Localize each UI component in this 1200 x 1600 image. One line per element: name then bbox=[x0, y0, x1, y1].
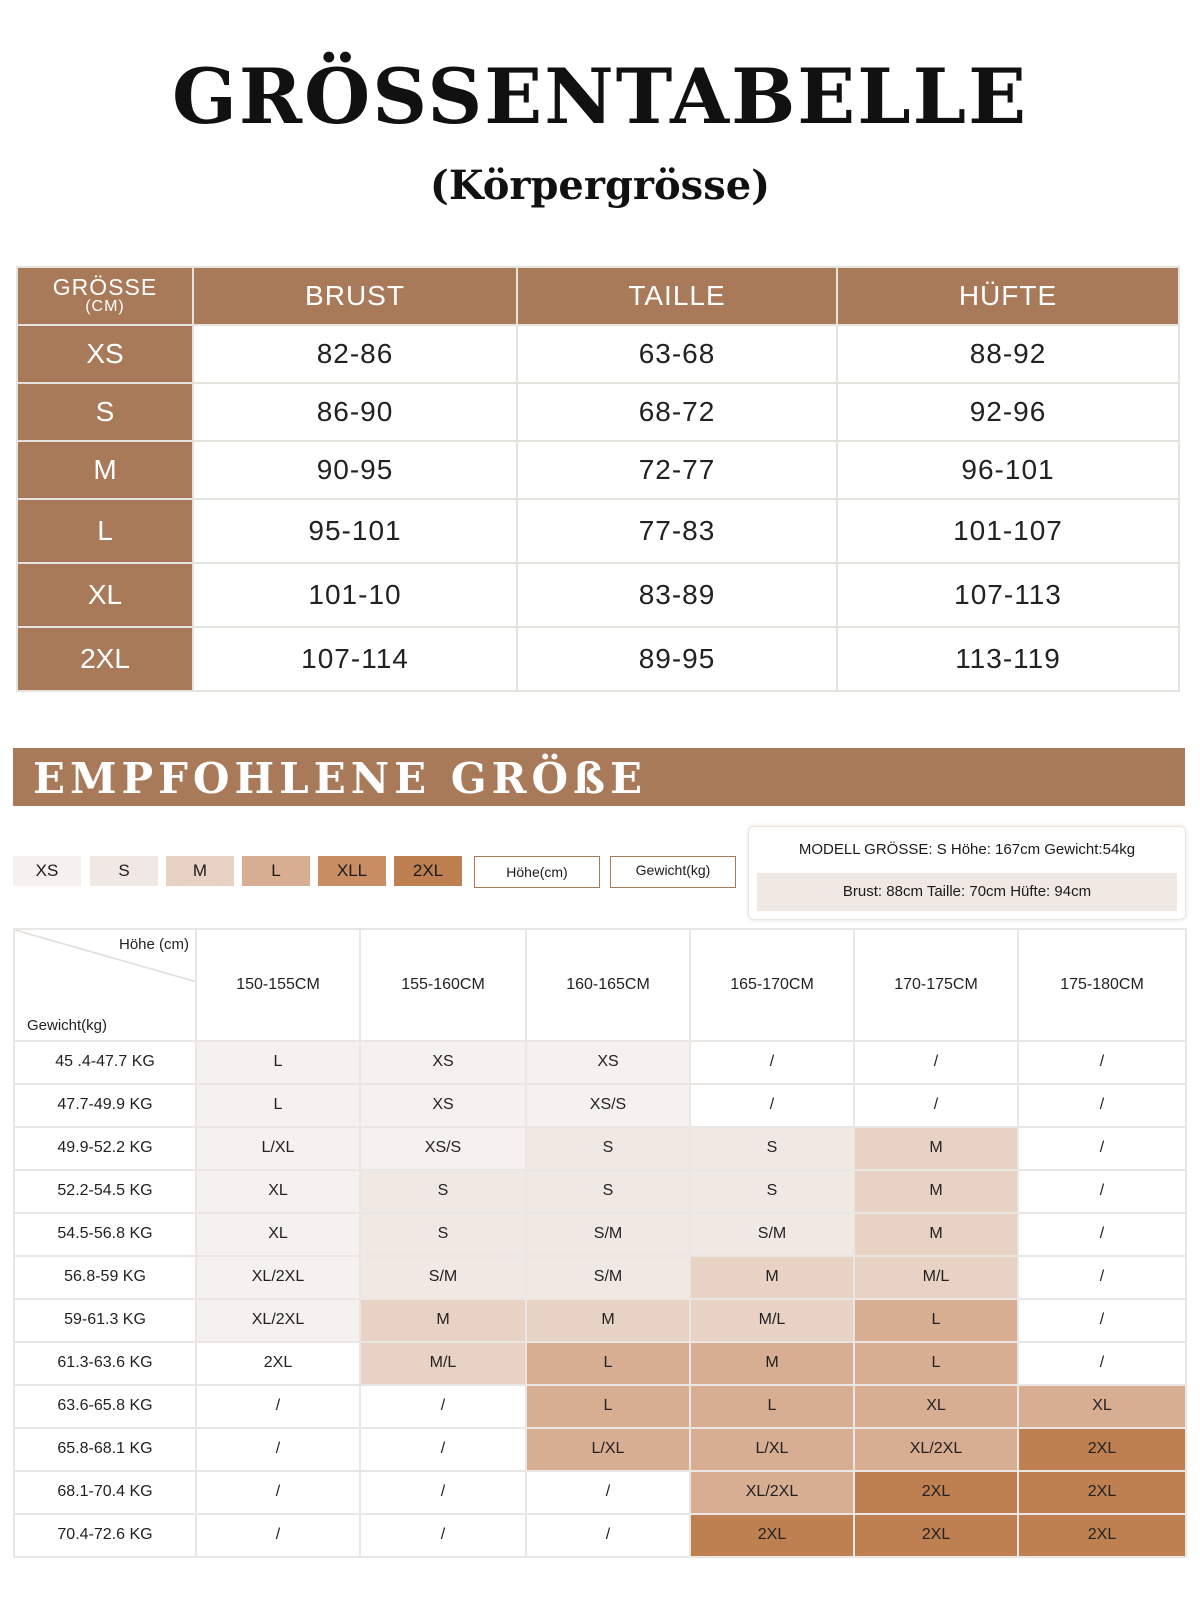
measurement-cell: 113-119 bbox=[837, 627, 1179, 691]
recommended-size-cell: / bbox=[1018, 1084, 1186, 1127]
recommended-size-cell: L/XL bbox=[690, 1428, 854, 1471]
recommended-size-cell: XS bbox=[360, 1084, 526, 1127]
weight-label: 52.2-54.5 KG bbox=[14, 1170, 196, 1213]
height-column-header: 175-180CM bbox=[1018, 929, 1186, 1041]
recommended-size-cell: / bbox=[1018, 1256, 1186, 1299]
recommended-size-cell: S bbox=[526, 1170, 690, 1213]
legend-swatch: S bbox=[90, 856, 158, 886]
page-subtitle: (Körpergrösse) bbox=[429, 162, 771, 209]
recommended-size-cell: L bbox=[690, 1385, 854, 1428]
recommended-size-cell: / bbox=[360, 1385, 526, 1428]
height-header-row bbox=[14, 929, 1186, 1041]
measurement-cell: 92-96 bbox=[837, 383, 1179, 441]
recommended-size-cell: XS bbox=[526, 1041, 690, 1084]
measurement-cell: 89-95 bbox=[517, 627, 837, 691]
recommended-size-cell: L bbox=[196, 1041, 360, 1084]
height-column-header: 150-155CM bbox=[196, 929, 360, 1041]
measurement-cell: 90-95 bbox=[193, 441, 517, 499]
recommended-size-cell: / bbox=[1018, 1342, 1186, 1385]
measurement-cell: 72-77 bbox=[517, 441, 837, 499]
measurement-cell: 107-113 bbox=[837, 563, 1179, 627]
recommended-size-cell: L/XL bbox=[526, 1428, 690, 1471]
recommended-size-cell: M bbox=[690, 1342, 854, 1385]
size-label: S bbox=[17, 383, 193, 441]
recommended-size-cell: M/L bbox=[360, 1342, 526, 1385]
height-column-header: 155-160CM bbox=[360, 929, 526, 1041]
recommended-size-cell: / bbox=[526, 1471, 690, 1514]
legend-height: Höhe(cm) bbox=[474, 856, 600, 888]
recommended-size-cell: M bbox=[854, 1213, 1018, 1256]
recommended-size-cell: / bbox=[360, 1428, 526, 1471]
corner-height-label: Höhe (cm) bbox=[118, 936, 189, 953]
weight-label: 61.3-63.6 KG bbox=[14, 1342, 196, 1385]
legend-swatch: M bbox=[166, 856, 234, 886]
body-size-table bbox=[16, 266, 1180, 692]
size-header-unit: (CM) bbox=[85, 298, 125, 316]
measurement-cell: 68-72 bbox=[517, 383, 837, 441]
recommended-size-cell: XL bbox=[854, 1385, 1018, 1428]
recommended-size-cell: 2XL bbox=[854, 1514, 1018, 1557]
recommended-size-cell: / bbox=[196, 1385, 360, 1428]
recommended-size-table bbox=[13, 928, 1187, 1558]
size-row bbox=[17, 499, 1179, 563]
recommended-size-cell: / bbox=[1018, 1127, 1186, 1170]
recommended-size-cell: 2XL bbox=[1018, 1471, 1186, 1514]
weight-row bbox=[14, 1041, 1186, 1084]
weight-row bbox=[14, 1342, 1186, 1385]
recommended-size-cell: S/M bbox=[526, 1213, 690, 1256]
recommended-size-cell: XL bbox=[1018, 1385, 1186, 1428]
recommended-size-cell: L bbox=[526, 1342, 690, 1385]
legend-swatch: XS bbox=[13, 856, 81, 886]
model-measurements-line: Brust: 88cm Taille: 70cm Hüfte: 94cm bbox=[757, 873, 1177, 911]
weight-row bbox=[14, 1127, 1186, 1170]
measurement-cell: 83-89 bbox=[517, 563, 837, 627]
recommended-size-cell: M/L bbox=[854, 1256, 1018, 1299]
legend-swatch: L bbox=[242, 856, 310, 886]
weight-row bbox=[14, 1170, 1186, 1213]
recommended-size-cell: M bbox=[360, 1299, 526, 1342]
model-info-card bbox=[748, 826, 1186, 920]
recommended-size-cell: S bbox=[690, 1170, 854, 1213]
size-table-header-row bbox=[17, 267, 1179, 325]
recommended-size-cell: L/XL bbox=[196, 1127, 360, 1170]
column-header-brust: BRUST bbox=[193, 267, 517, 325]
size-header-label: GRÖSSE bbox=[52, 274, 158, 301]
size-row bbox=[17, 325, 1179, 383]
height-column-header: 160-165CM bbox=[526, 929, 690, 1041]
recommended-size-cell: / bbox=[690, 1041, 854, 1084]
recommended-size-cell: L bbox=[526, 1385, 690, 1428]
measurement-cell: 63-68 bbox=[517, 325, 837, 383]
column-header-huefte: HÜFTE bbox=[837, 267, 1179, 325]
recommended-size-cell: XL/2XL bbox=[196, 1299, 360, 1342]
recommended-size-cell: S bbox=[360, 1213, 526, 1256]
height-column-header: 165-170CM bbox=[690, 929, 854, 1041]
recommended-size-cell: / bbox=[360, 1514, 526, 1557]
legend-weight: Gewicht(kg) bbox=[610, 856, 736, 888]
weight-label: 70.4-72.6 KG bbox=[14, 1514, 196, 1557]
legend-swatch: 2XL bbox=[394, 856, 462, 886]
measurement-cell: 82-86 bbox=[193, 325, 517, 383]
recommended-size-cell: S bbox=[526, 1127, 690, 1170]
recommended-size-cell: / bbox=[1018, 1170, 1186, 1213]
model-size-line: MODELL GRÖSSE: S Höhe: 167cm Gewicht:54kg bbox=[798, 841, 1136, 858]
size-label: XS bbox=[17, 325, 193, 383]
recommended-size-cell: 2XL bbox=[690, 1514, 854, 1557]
size-label: XL bbox=[17, 563, 193, 627]
corner-weight-label: Gewicht(kg) bbox=[27, 1016, 108, 1034]
size-label: M bbox=[17, 441, 193, 499]
weight-label: 63.6-65.8 KG bbox=[14, 1385, 196, 1428]
column-header-taille: TAILLE bbox=[517, 267, 837, 325]
recommended-size-cell: / bbox=[196, 1428, 360, 1471]
weight-label: 49.9-52.2 KG bbox=[14, 1127, 196, 1170]
recommended-size-cell: / bbox=[854, 1084, 1018, 1127]
weight-label: 59-61.3 KG bbox=[14, 1299, 196, 1342]
weight-row bbox=[14, 1256, 1186, 1299]
size-row bbox=[17, 563, 1179, 627]
recommended-size-cell: XS bbox=[360, 1041, 526, 1084]
banner-title: EMPFOHLENE GRÖßE bbox=[33, 754, 648, 803]
weight-row bbox=[14, 1471, 1186, 1514]
recommended-size-cell: M/L bbox=[690, 1299, 854, 1342]
recommended-size-cell: XL/2XL bbox=[854, 1428, 1018, 1471]
measurement-cell: 101-10 bbox=[193, 563, 517, 627]
recommended-size-cell: 2XL bbox=[1018, 1514, 1186, 1557]
recommended-size-cell: 2XL bbox=[1018, 1428, 1186, 1471]
recommended-size-cell: L bbox=[854, 1342, 1018, 1385]
size-label: 2XL bbox=[17, 627, 193, 691]
measurement-cell: 96-101 bbox=[837, 441, 1179, 499]
weight-row bbox=[14, 1299, 1186, 1342]
recommended-size-cell: S bbox=[360, 1170, 526, 1213]
recommended-size-cell: / bbox=[1018, 1041, 1186, 1084]
measurement-cell: 107-114 bbox=[193, 627, 517, 691]
weight-row bbox=[14, 1428, 1186, 1471]
measurement-cell: 101-107 bbox=[837, 499, 1179, 563]
weight-label: 47.7-49.9 KG bbox=[14, 1084, 196, 1127]
height-column-header: 170-175CM bbox=[854, 929, 1018, 1041]
recommended-size-cell: 2XL bbox=[854, 1471, 1018, 1514]
recommended-size-cell: / bbox=[1018, 1213, 1186, 1256]
legend-swatch: XLL bbox=[318, 856, 386, 886]
recommended-size-cell: S/M bbox=[360, 1256, 526, 1299]
measurement-cell: 86-90 bbox=[193, 383, 517, 441]
measurement-cell: 77-83 bbox=[517, 499, 837, 563]
recommended-size-cell: XS/S bbox=[360, 1127, 526, 1170]
weight-row bbox=[14, 1385, 1186, 1428]
recommended-size-cell: S bbox=[690, 1127, 854, 1170]
size-row bbox=[17, 627, 1179, 691]
size-row bbox=[17, 383, 1179, 441]
weight-label: 45 .4-47.7 KG bbox=[14, 1041, 196, 1084]
page-title: GRÖSSENTABELLE bbox=[171, 52, 1029, 141]
size-column-header bbox=[17, 267, 193, 325]
weight-label: 56.8-59 KG bbox=[14, 1256, 196, 1299]
recommended-size-cell: XS/S bbox=[526, 1084, 690, 1127]
weight-label: 54.5-56.8 KG bbox=[14, 1213, 196, 1256]
recommended-size-cell: M bbox=[526, 1299, 690, 1342]
recommended-size-cell: S/M bbox=[526, 1256, 690, 1299]
recommended-size-cell: / bbox=[1018, 1299, 1186, 1342]
recommended-size-cell: 2XL bbox=[196, 1342, 360, 1385]
weight-label: 65.8-68.1 KG bbox=[14, 1428, 196, 1471]
size-label: L bbox=[17, 499, 193, 563]
recommended-size-cell: M bbox=[854, 1127, 1018, 1170]
weight-row bbox=[14, 1213, 1186, 1256]
recommended-size-cell: / bbox=[196, 1471, 360, 1514]
recommended-size-cell: / bbox=[360, 1471, 526, 1514]
recommended-size-cell: / bbox=[690, 1084, 854, 1127]
recommended-size-cell: XL bbox=[196, 1170, 360, 1213]
recommended-size-cell: XL/2XL bbox=[690, 1471, 854, 1514]
measurement-cell: 88-92 bbox=[837, 325, 1179, 383]
recommended-size-cell: / bbox=[854, 1041, 1018, 1084]
recommended-size-cell: M bbox=[854, 1170, 1018, 1213]
recommended-size-banner bbox=[13, 748, 1185, 806]
recommended-size-cell: M bbox=[690, 1256, 854, 1299]
table-corner-cell bbox=[14, 929, 196, 1041]
recommended-size-cell: L bbox=[854, 1299, 1018, 1342]
weight-row bbox=[14, 1084, 1186, 1127]
recommended-size-cell: / bbox=[196, 1514, 360, 1557]
size-row bbox=[17, 441, 1179, 499]
recommended-size-cell: XL bbox=[196, 1213, 360, 1256]
weight-row bbox=[14, 1514, 1186, 1557]
recommended-size-cell: L bbox=[196, 1084, 360, 1127]
measurement-cell: 95-101 bbox=[193, 499, 517, 563]
weight-label: 68.1-70.4 KG bbox=[14, 1471, 196, 1514]
recommended-size-cell: S/M bbox=[690, 1213, 854, 1256]
recommended-size-cell: XL/2XL bbox=[196, 1256, 360, 1299]
recommended-size-cell: / bbox=[526, 1514, 690, 1557]
